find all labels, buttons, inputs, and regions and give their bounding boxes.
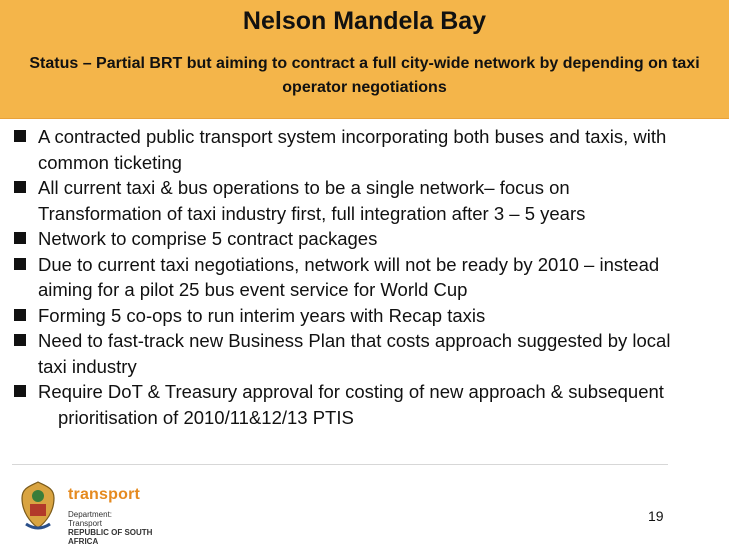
list-item (0, 124, 729, 175)
square-bullet-icon (14, 130, 26, 142)
logo-line-transport: Transport (68, 519, 102, 528)
slide-title: Nelson Mandela Bay (242, 7, 487, 35)
list-item (0, 328, 729, 379)
bullet-text: Due to current taxi negotiations, network will not be ready by 2010 – instead aiming for a pilot 25 bus event service for World Cup (38, 253, 660, 300)
bullet-text: Require DoT & Treasury approval for costing of new approach & subsequent prioritisation of 2010/11&12/13 PTIS (38, 381, 664, 428)
list-item (0, 175, 729, 226)
square-bullet-icon (14, 334, 26, 346)
bullet-text: All current taxi & bus operations to be a single network– focus on Transformation of taxi industry first, full integration after 3 – 5 years (38, 177, 586, 224)
footer-divider (12, 464, 668, 465)
bullet-text: Network to comprise 5 contract packages (38, 228, 378, 249)
bullet-text: Forming 5 co-ops to run interim years with Recap taxis (38, 304, 486, 326)
page-number: 19 (648, 508, 664, 524)
bullet-list (0, 124, 729, 430)
square-bullet-icon (14, 385, 26, 397)
title-banner (0, 0, 729, 119)
list-item (0, 303, 729, 329)
logo-line-department: Department: (68, 510, 113, 519)
logo-wordmark: transport (68, 486, 141, 503)
square-bullet-icon (14, 258, 26, 270)
list-item (0, 226, 729, 252)
square-bullet-icon (14, 309, 26, 321)
square-bullet-icon (14, 181, 26, 193)
department-logo (16, 478, 176, 546)
logo-line-republic: REPUBLIC OF SOUTH AFRICA (68, 528, 153, 546)
slide-subtitle: Status – Partial BRT but aiming to contract a full city-wide network by depending on taxi operator negotiations (29, 55, 700, 96)
coat-of-arms-icon (16, 478, 60, 534)
square-bullet-icon (14, 232, 26, 244)
list-item (0, 252, 729, 303)
bullet-text: Need to fast-track new Business Plan that costs approach suggested by local taxi industry (38, 330, 671, 377)
bullet-text: A contracted public transport system incorporating both buses and taxis, with common ticketing (38, 126, 667, 173)
list-item (0, 379, 729, 430)
